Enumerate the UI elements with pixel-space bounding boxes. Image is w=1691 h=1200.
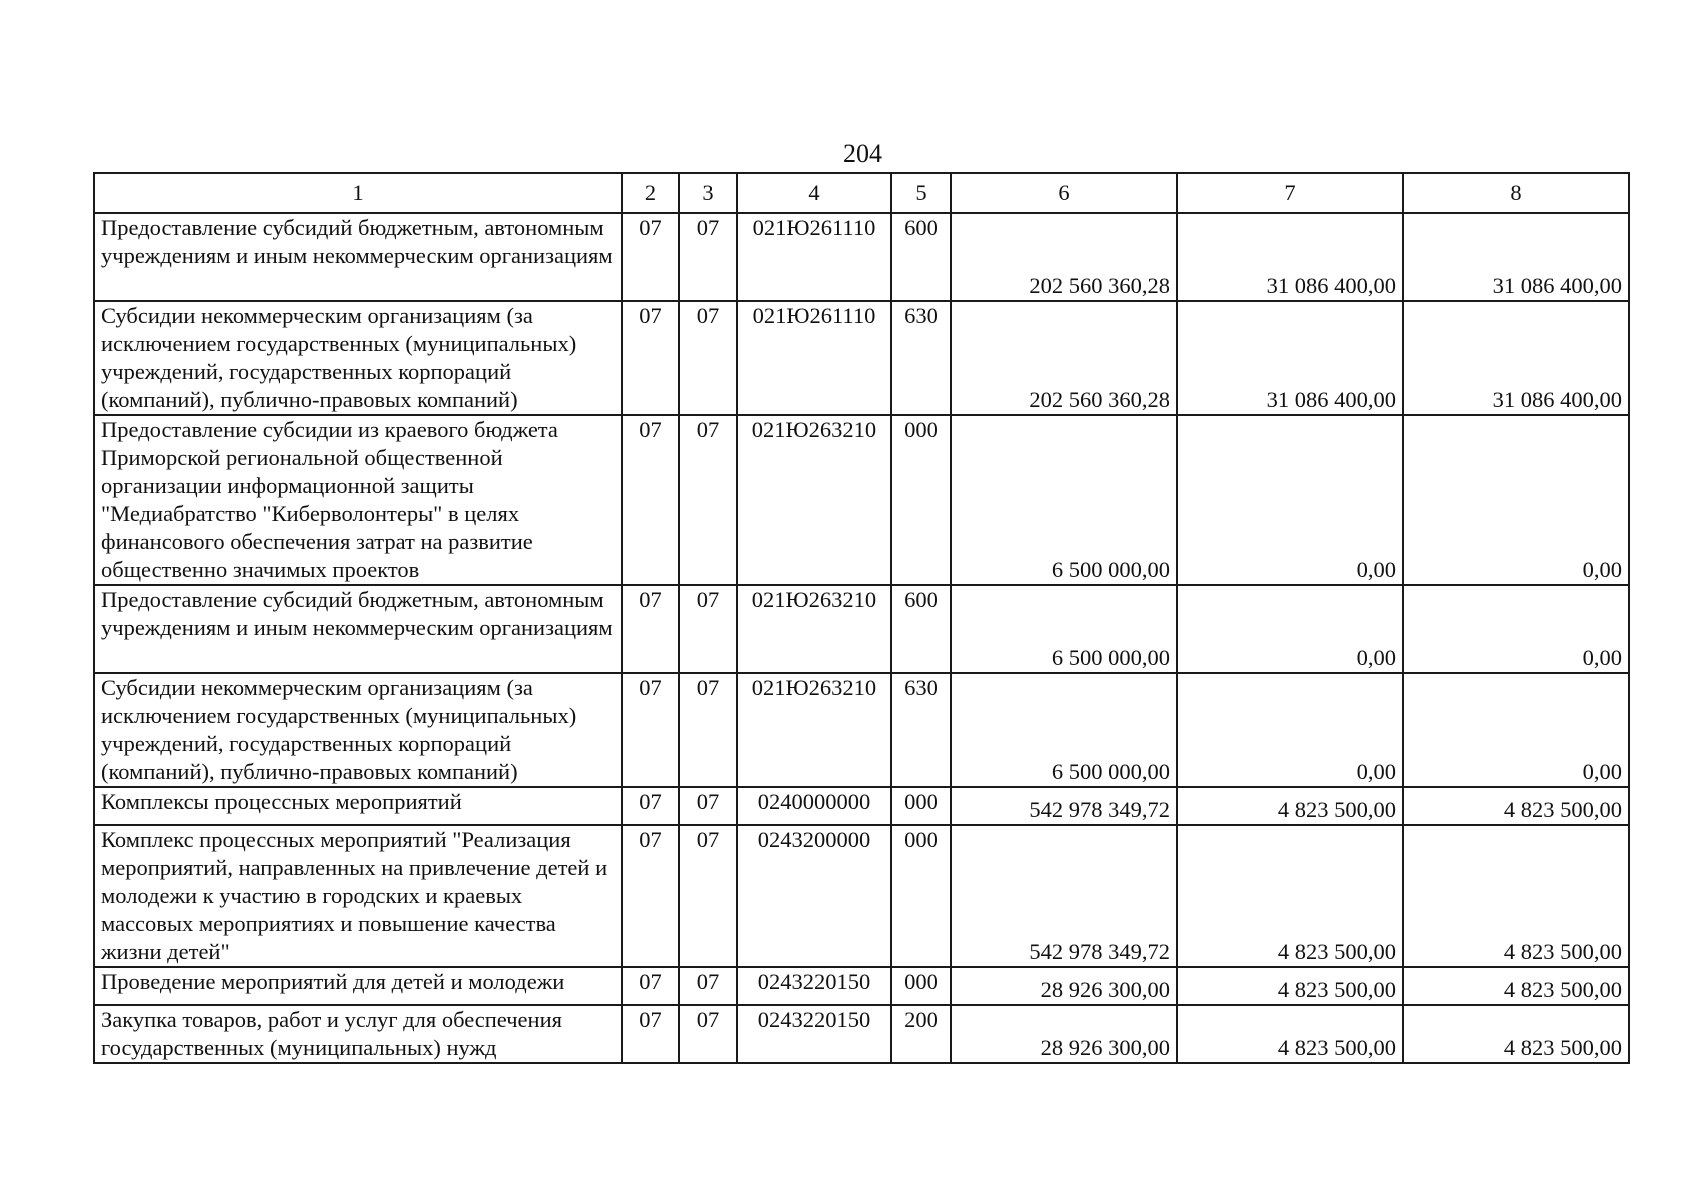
expense-type-code: 000 [891, 967, 951, 1005]
amount-col-6: 202 560 360,28 [951, 301, 1177, 415]
amount-col-6: 28 926 300,00 [951, 967, 1177, 1005]
row-name: Предоставление субсидий бюджетным, автономным учреждениям и иным некоммерческим организациям [94, 213, 622, 301]
amount-col-8: 4 823 500,00 [1403, 787, 1629, 825]
target-article-code: 0240000000 [737, 787, 891, 825]
section-code: 07 [622, 967, 679, 1005]
expense-type-code: 000 [891, 415, 951, 585]
section-code: 07 [622, 213, 679, 301]
section-code: 07 [622, 787, 679, 825]
section-code: 07 [622, 301, 679, 415]
amount-col-8: 31 086 400,00 [1403, 213, 1629, 301]
expense-type-code: 600 [891, 585, 951, 673]
subsection-code: 07 [679, 967, 737, 1005]
target-article-code: 021Ю261110 [737, 301, 891, 415]
section-code: 07 [622, 1005, 679, 1063]
amount-col-7: 4 823 500,00 [1177, 825, 1403, 967]
table-row [94, 213, 1629, 301]
table-header-row [94, 173, 1629, 213]
target-article-code: 021Ю263210 [737, 585, 891, 673]
table-row [94, 673, 1629, 787]
amount-col-6: 542 978 349,72 [951, 825, 1177, 967]
amount-col-7: 4 823 500,00 [1177, 967, 1403, 1005]
amount-col-6: 6 500 000,00 [951, 673, 1177, 787]
subsection-code: 07 [679, 585, 737, 673]
row-name: Закупка товаров, работ и услуг для обеспечения государственных (муниципальных) нужд [94, 1005, 622, 1063]
table-row [94, 301, 1629, 415]
amount-col-8: 4 823 500,00 [1403, 825, 1629, 967]
amount-col-6: 542 978 349,72 [951, 787, 1177, 825]
target-article-code: 021Ю263210 [737, 673, 891, 787]
subsection-code: 07 [679, 787, 737, 825]
section-code: 07 [622, 825, 679, 967]
column-header: 8 [1403, 173, 1629, 213]
row-name: Субсидии некоммерческим организациям (за исключением государственных (муниципальных) учреждений, государственных корпораций (компаний), публично-правовых компаний) [94, 301, 622, 415]
target-article-code: 021Ю263210 [737, 415, 891, 585]
amount-col-6: 202 560 360,28 [951, 213, 1177, 301]
amount-col-7: 31 086 400,00 [1177, 301, 1403, 415]
subsection-code: 07 [679, 213, 737, 301]
row-name: Комплексы процессных мероприятий [94, 787, 622, 825]
section-code: 07 [622, 585, 679, 673]
table-row [94, 825, 1629, 967]
row-name: Предоставление субсидий бюджетным, автономным учреждениям и иным некоммерческим организациям [94, 585, 622, 673]
amount-col-8: 0,00 [1403, 415, 1629, 585]
row-name: Комплекс процессных мероприятий "Реализация мероприятий, направленных на привлечение детей и молодежи к участию в городских и краевых массовых мероприятиях и повышение качества жизни детей" [94, 825, 622, 967]
column-header: 4 [737, 173, 891, 213]
target-article-code: 0243200000 [737, 825, 891, 967]
subsection-code: 07 [679, 673, 737, 787]
target-article-code: 0243220150 [737, 967, 891, 1005]
subsection-code: 07 [679, 415, 737, 585]
row-name: Проведение мероприятий для детей и молодежи [94, 967, 622, 1005]
amount-col-6: 6 500 000,00 [951, 585, 1177, 673]
expense-type-code: 000 [891, 825, 951, 967]
subsection-code: 07 [679, 825, 737, 967]
amount-col-8: 4 823 500,00 [1403, 1005, 1629, 1063]
target-article-code: 021Ю261110 [737, 213, 891, 301]
amount-col-6: 6 500 000,00 [951, 415, 1177, 585]
amount-col-6: 28 926 300,00 [951, 1005, 1177, 1063]
table-row [94, 415, 1629, 585]
table-row [94, 787, 1629, 825]
column-header: 5 [891, 173, 951, 213]
expense-type-code: 630 [891, 301, 951, 415]
column-header: 2 [622, 173, 679, 213]
amount-col-7: 4 823 500,00 [1177, 787, 1403, 825]
table-row [94, 967, 1629, 1005]
amount-col-7: 0,00 [1177, 585, 1403, 673]
section-code: 07 [622, 673, 679, 787]
row-name: Предоставление субсидии из краевого бюджета Приморской региональной общественной организации информационной защиты "Медиабратство "Киберволонтеры" в целях финансового обеспечения затрат на развитие общественно значимых проектов [94, 415, 622, 585]
amount-col-7: 31 086 400,00 [1177, 213, 1403, 301]
amount-col-8: 0,00 [1403, 673, 1629, 787]
expense-type-code: 000 [891, 787, 951, 825]
section-code: 07 [622, 415, 679, 585]
budget-table [93, 172, 1630, 1064]
row-name: Субсидии некоммерческим организациям (за исключением государственных (муниципальных) учреждений, государственных корпораций (компаний), публично-правовых компаний) [94, 673, 622, 787]
column-header: 3 [679, 173, 737, 213]
page-number: 204 [843, 139, 882, 168]
column-header: 1 [94, 173, 622, 213]
column-header: 7 [1177, 173, 1403, 213]
amount-col-8: 31 086 400,00 [1403, 301, 1629, 415]
amount-col-8: 0,00 [1403, 585, 1629, 673]
expense-type-code: 200 [891, 1005, 951, 1063]
amount-col-7: 0,00 [1177, 415, 1403, 585]
table-row [94, 585, 1629, 673]
subsection-code: 07 [679, 1005, 737, 1063]
expense-type-code: 630 [891, 673, 951, 787]
amount-col-8: 4 823 500,00 [1403, 967, 1629, 1005]
column-header: 6 [951, 173, 1177, 213]
expense-type-code: 600 [891, 213, 951, 301]
subsection-code: 07 [679, 301, 737, 415]
amount-col-7: 0,00 [1177, 673, 1403, 787]
amount-col-7: 4 823 500,00 [1177, 1005, 1403, 1063]
target-article-code: 0243220150 [737, 1005, 891, 1063]
table-row [94, 1005, 1629, 1063]
